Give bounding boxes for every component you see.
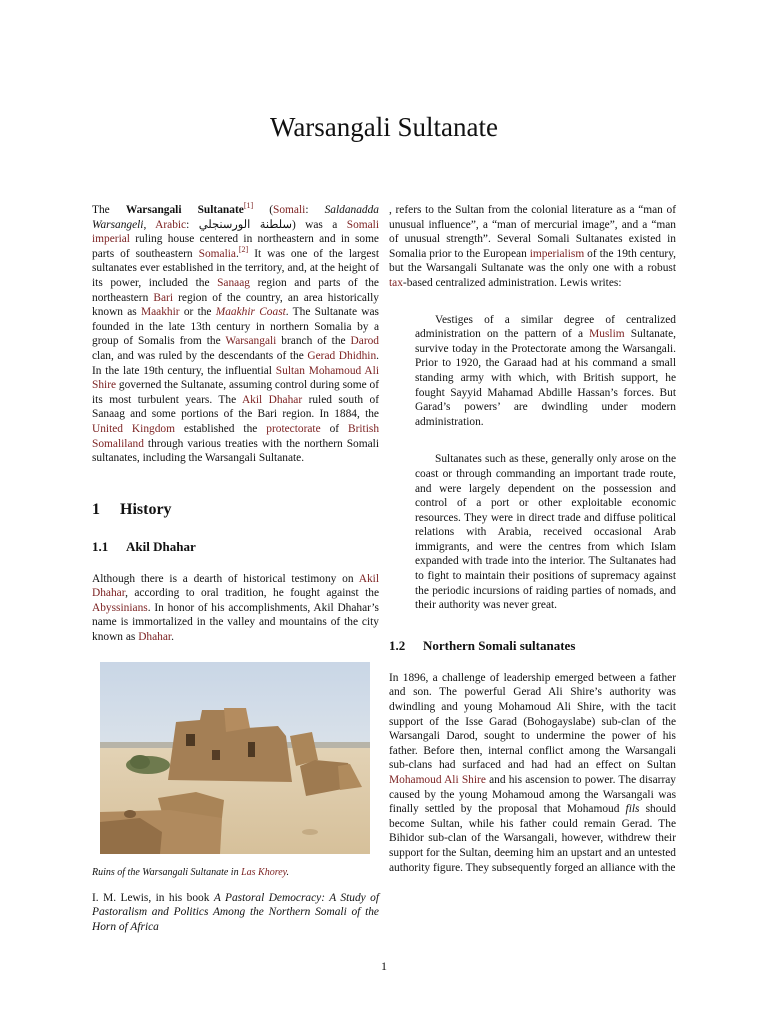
left-column bbox=[92, 203, 379, 934]
text: . The Sultanate was founded in the late 13th century in northern Somalia by a group of Somalis from the bbox=[92, 306, 379, 348]
subsection-heading-akil-dhahar bbox=[92, 538, 379, 556]
mohamoud-ali-shire-link[interactable]: Mohamoud Ali Shire bbox=[389, 774, 486, 786]
dhahar-link[interactable]: Dhahar bbox=[138, 631, 172, 644]
text: region and parts of the northeastern bbox=[92, 276, 379, 304]
figure-caption bbox=[92, 866, 379, 879]
imperialism-link[interactable]: imperialism bbox=[529, 247, 585, 260]
text: should become Sultan, while his father could remain Gerad. The Bihidor sub-clan of the Warsangali, however, withdrew their support for the Sultan, deeming him an upstart and an untested authority figure. They subsequently forged an alliance with the bbox=[389, 803, 676, 874]
text: governed the Sultanate, assuming control during some of its most turbulent years. The bbox=[92, 379, 379, 406]
protectorate-link[interactable]: protectorate bbox=[266, 422, 321, 435]
akil-dhahar-link[interactable]: Akil Dhahar bbox=[241, 393, 303, 406]
text: . In honor of his accomplishments, Akil Dhahar’s name is immortalized in the valley and mountains of the city known as bbox=[92, 601, 379, 644]
intro-paragraph bbox=[92, 203, 379, 466]
section-number: 1 bbox=[92, 500, 100, 518]
subsection-heading-northern-somali-sultanates bbox=[389, 637, 676, 655]
text: : bbox=[305, 204, 325, 216]
text: and his ascension to power. The disarray caused by the young Mohamoud among the Warsangali was finally settled by the proposal that Mohamoud bbox=[389, 774, 676, 816]
text: Vestiges of a similar degree of centralized administration on the pattern of a bbox=[415, 313, 676, 341]
section-title: History bbox=[120, 500, 172, 518]
somalia-link[interactable]: Somalia bbox=[198, 247, 236, 260]
block-quote bbox=[415, 313, 676, 430]
text: . bbox=[171, 631, 174, 644]
text: clan, and was ruled by the descendants of the bbox=[92, 349, 308, 362]
text: branch of the bbox=[276, 335, 351, 348]
arabic-link[interactable]: Arabic bbox=[155, 218, 187, 231]
text: The bbox=[92, 204, 126, 216]
page-number: 1 bbox=[381, 959, 387, 973]
maakhir-link[interactable]: Maakhir bbox=[141, 306, 180, 319]
arabic-name: سلطنة الورسنجلي bbox=[198, 218, 292, 231]
lewis-paragraph-continued bbox=[389, 203, 676, 291]
right-column bbox=[389, 203, 676, 875]
block-quote bbox=[415, 452, 676, 613]
subsection-title: Akil Dhahar bbox=[126, 538, 196, 554]
text: or the bbox=[179, 306, 216, 319]
sultan-link[interactable]: Sultan Mohamoud Ali Shire bbox=[92, 364, 379, 392]
article-subject: Warsangali Sultanate bbox=[125, 204, 244, 216]
subsection-number: 1.2 bbox=[389, 637, 406, 653]
text: Ruins of the Warsangali Sultanate in bbox=[92, 866, 242, 878]
ruins-photo[interactable] bbox=[100, 662, 370, 854]
text: : bbox=[186, 218, 199, 231]
text: , refers to the Sultan from the colonial literature as a “man of unusual influence”, a “man of mercurial image”, and a “man of unusual strength”. Several Somali Sultanates existed in Somalia prior to the European bbox=[389, 204, 676, 260]
northern-paragraph bbox=[389, 671, 676, 875]
book-title: A Pastoral Democracy: A Study of Pastoralism and Politics Among the Northern Somali of the Horn of Africa bbox=[92, 891, 380, 933]
text: -based centralized administration. Lewis writes: bbox=[402, 276, 622, 289]
citation-link[interactable]: [2] bbox=[238, 244, 249, 254]
text: ( bbox=[253, 204, 274, 216]
ruins-image bbox=[100, 662, 370, 854]
lewis-paragraph bbox=[92, 891, 379, 935]
text: In 1896, a challenge of leadership emerged between a father and son. The powerful Gerad Ali Shire’s authority was dwindling and young Mohamoud Ali Shire, with the tacit support of the Isse Garad (Bohogayslabe) sub-clan of the Warsangali Darod, sought to undermine the power of his father. Before then, internal conflict among the Warsangali sub-clans had surfaced and had had an effect on Sultan bbox=[389, 671, 676, 772]
text: . bbox=[235, 247, 239, 260]
las-khorey-link[interactable]: Las Khorey bbox=[241, 866, 287, 878]
sanaag-link[interactable]: Sanaag bbox=[217, 276, 250, 289]
muslim-link[interactable]: Muslim bbox=[589, 328, 625, 341]
abyssinians-link[interactable]: Abyssinians bbox=[92, 601, 148, 614]
gerad-dhidhin-link[interactable]: Gerad Dhidhin bbox=[307, 349, 377, 362]
text: Although there is a dearth of historical testimony on bbox=[92, 572, 359, 585]
darod-link[interactable]: Darod bbox=[350, 335, 379, 348]
text: I. M. Lewis, in his book bbox=[92, 891, 214, 904]
text: region of the country, an area historically known as bbox=[92, 291, 379, 319]
warsangali-link[interactable]: Warsangali bbox=[225, 335, 277, 348]
text: , according to oral tradition, he fought against the bbox=[125, 587, 379, 600]
tax-link[interactable]: tax bbox=[389, 276, 403, 289]
text: through various treaties with the northern Somali sultanates, including the Warsangali Sultanate. bbox=[92, 437, 379, 465]
somali-name: Saldanadda Warsangeli bbox=[92, 204, 380, 231]
text: ruling house centered in northeastern and in some parts of southeastern bbox=[92, 233, 379, 260]
text: ) was a bbox=[291, 218, 347, 231]
british-somaliland-link[interactable]: British Somaliland bbox=[92, 422, 380, 450]
somali-link[interactable]: Somali bbox=[273, 204, 306, 216]
imperial-link[interactable]: imperial bbox=[92, 233, 130, 246]
subsection-title: Northern Somali sultanates bbox=[423, 637, 576, 653]
subsection-number: 1.1 bbox=[92, 538, 109, 554]
text: established the bbox=[174, 422, 267, 435]
text: It was one of the largest sultanates ever established in the territory, and, at the height of its power, included the bbox=[92, 247, 379, 289]
maakhir-coast-link[interactable]: Maakhir Coast bbox=[215, 306, 286, 319]
text: of bbox=[320, 422, 348, 435]
somali-people-link[interactable]: Somali bbox=[346, 218, 380, 231]
fils: fils bbox=[625, 803, 640, 816]
citation-link[interactable]: [1] bbox=[243, 201, 254, 211]
united-kingdom-link[interactable]: United Kingdom bbox=[92, 422, 175, 435]
section-heading-history bbox=[92, 500, 379, 520]
text: . In the late 19th century, the influential bbox=[92, 349, 379, 377]
bari-link[interactable]: Bari bbox=[153, 291, 174, 304]
quote-paragraph bbox=[415, 313, 676, 430]
page-title: Warsangali Sultanate bbox=[270, 112, 498, 142]
akil-dhahar-link[interactable]: Akil Dhahar bbox=[92, 572, 379, 600]
text: ruled south of Sanaag and some portions of the Bari region. In 1884, the bbox=[92, 393, 379, 421]
akil-paragraph bbox=[92, 572, 379, 645]
text: of the 19th century, but the Warsangali Sultanate was the only one with a robust bbox=[389, 247, 676, 275]
text: . bbox=[286, 866, 290, 878]
quote-paragraph: Sultanates such as these, generally only arose on the coast or through commanding an important trade route, and were largely dependent on the possession and control of a port or other exploitable economic resources. They were in direct trade and diffuse political relations with Arabia, received occasional Arab immigrants, and were the centres from which Islam expanded with trade into the interior. The Sultanates had to fight to maintain their positions of supremacy against the periodic incursions of raiding parties of nomads, and their authority was never great. bbox=[415, 453, 676, 612]
text: Sultanate, survive today in the Protectorate among the Warsangali. Prior to 1920, the Garaad had at his command a small standing army with which, with British support, he fought Sayyid Mahamad Abdille Hassan’s forces. But Garad’s powers’ are dwindling under modern administration. bbox=[415, 328, 676, 428]
text: , bbox=[143, 218, 156, 231]
